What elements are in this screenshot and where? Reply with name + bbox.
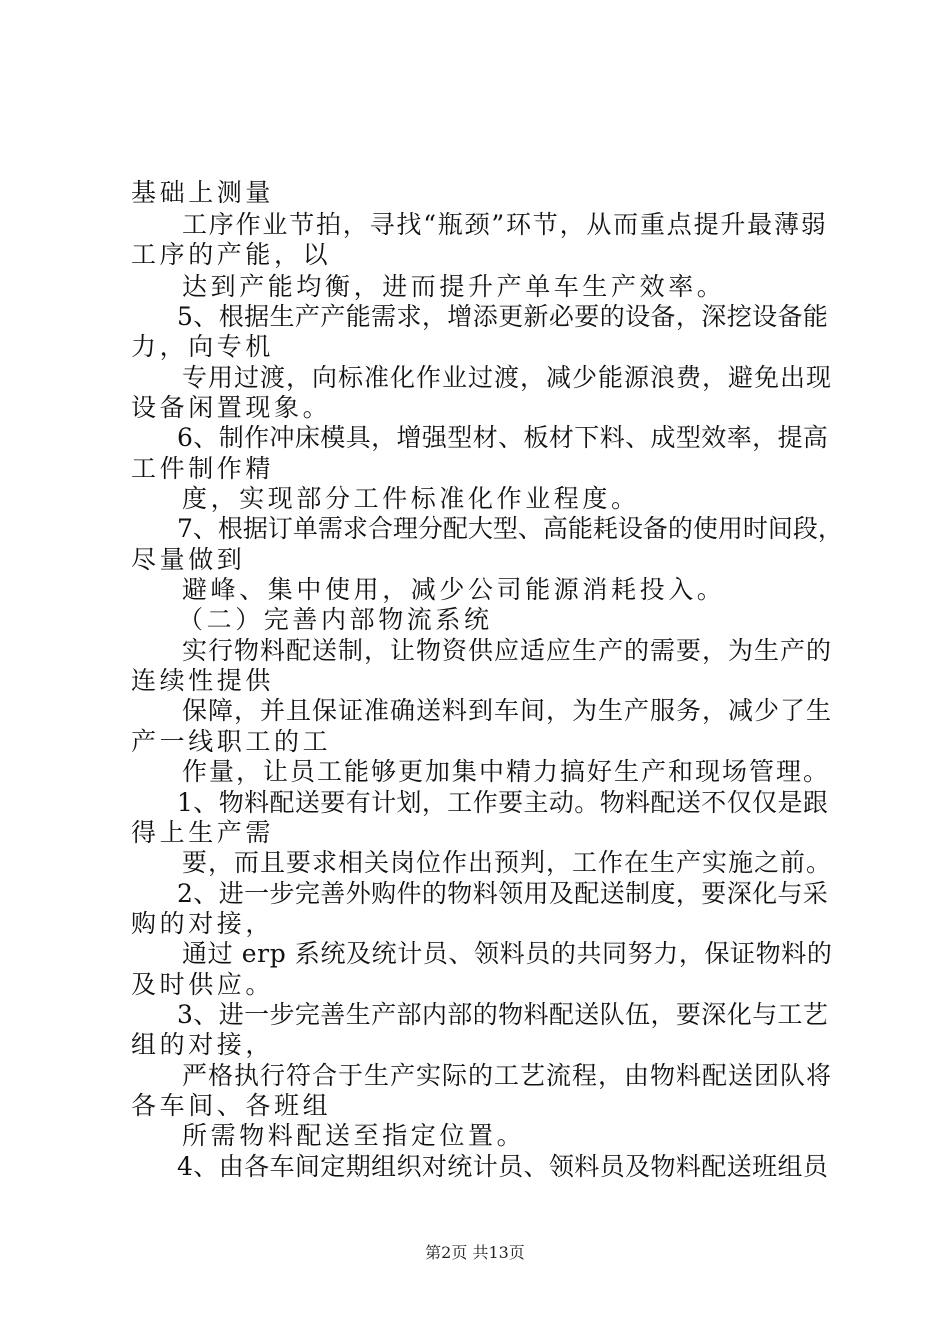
text-line: 保障，并且保证准确送料到车间，为生产服务，减少了生 xyxy=(182,696,833,725)
text-line: 通过 erp 系统及统计员、领料员的共同努力，保证物料的 xyxy=(182,939,833,968)
section-heading: （二）完善内部物流系统 xyxy=(178,605,493,634)
text-line: 组的对接， xyxy=(131,1030,275,1059)
text-line: 购的对接， xyxy=(131,909,275,938)
text-line: 工序的产能，以 xyxy=(131,240,332,269)
text-line: 工序作业节拍，寻找“瓶颈”环节，从而重点提升最薄弱 xyxy=(182,210,828,239)
text-line: 所需物料配送至指定位置。 xyxy=(182,1121,526,1150)
text-line: 1、物料配送要有计划，工作要主动。物料配送不仅仅是跟 xyxy=(177,788,829,817)
text-line: 连续性提供 xyxy=(131,666,275,695)
text-line: 要，而且要求相关岗位作出预判，工作在生产实施之前。 xyxy=(182,848,833,877)
text-line: 2、进一步完善外购件的物料领用及配送制度，要深化与采 xyxy=(177,879,829,908)
text-line: 各车间、各班组 xyxy=(131,1091,332,1120)
text-line: 4、由各车间定期组织对统计员、领料员及物料配送班组员 xyxy=(177,1152,829,1181)
text-line: 严格执行符合于生产实际的工艺流程，由物料配送团队将 xyxy=(182,1061,833,1090)
text-line: 设备闲置现象。 xyxy=(131,393,332,422)
text-line: 5、根据生产产能需求，增添更新必要的设备，深挖设备能 xyxy=(177,302,829,331)
text-line: 3、进一步完善生产部内部的物料配送队伍，要深化与工艺 xyxy=(177,1000,829,1029)
text-line: 力，向专机 xyxy=(131,332,275,361)
text-line: 度，实现部分工件标准化作业程度。 xyxy=(182,484,640,513)
text-line: 及时供应。 xyxy=(131,970,275,999)
page-number-footer: 第2页 共13页 xyxy=(425,1243,525,1262)
text-line: 避峰、集中使用，减少公司能源消耗投入。 xyxy=(182,575,726,604)
text-line: 工件制作精 xyxy=(131,454,275,483)
text-line: 尽量做到 xyxy=(131,545,246,574)
text-line: 专用过渡，向标准化作业过渡，减少能源浪费，避免出现 xyxy=(182,363,833,392)
text-line: 基础上测量 xyxy=(131,178,275,207)
text-line: 7、根据订单需求合理分配大型、高能耗设备的使用时间段， xyxy=(177,514,843,543)
text-line: 6、制作冲床模具，增强型材、板材下料、成型效率，提高 xyxy=(177,423,829,452)
text-line: 作量，让员工能够更加集中精力搞好生产和现场管理。 xyxy=(182,757,831,786)
text-line: 实行物料配送制，让物资供应适应生产的需要，为生产的 xyxy=(182,636,833,665)
text-line: 得上生产需 xyxy=(131,818,275,847)
text-line: 达到产能均衡，进而提升产单车生产效率。 xyxy=(182,272,726,301)
text-line: 产一线职工的工 xyxy=(131,727,332,756)
